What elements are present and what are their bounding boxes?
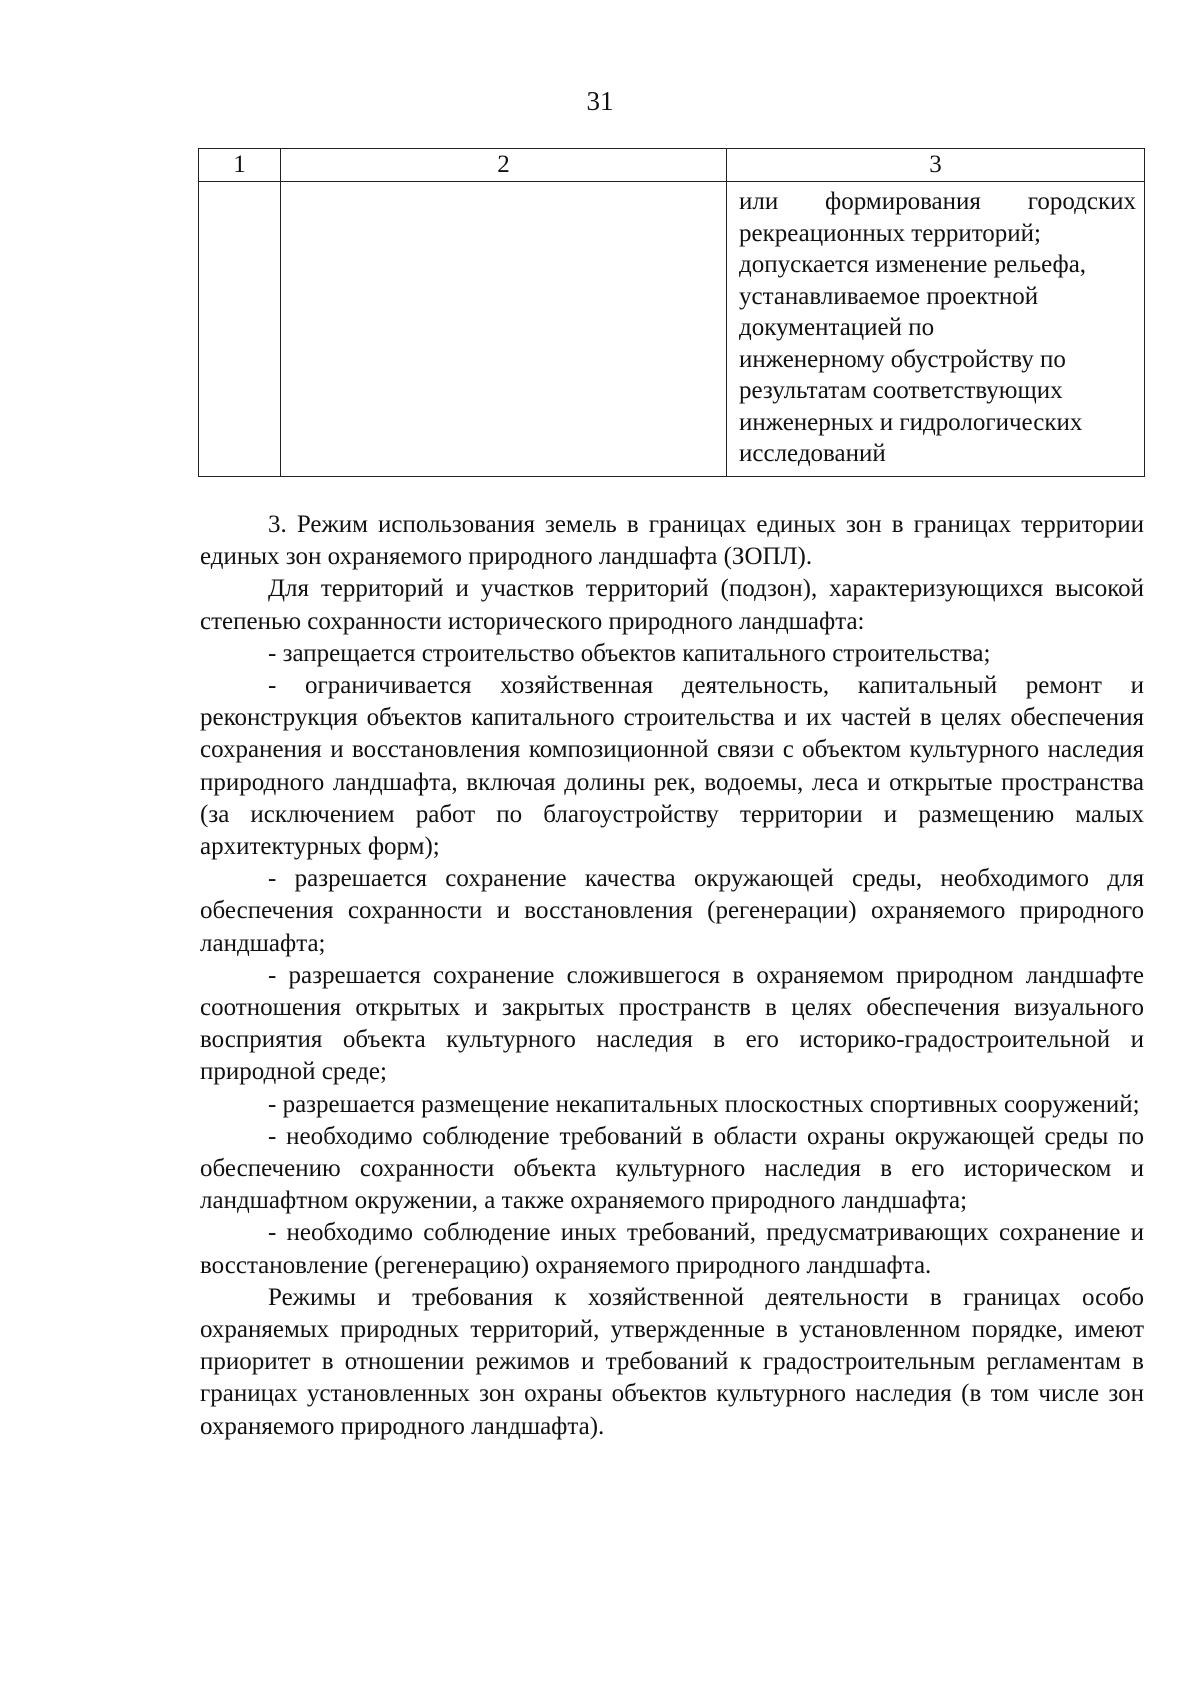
table-cell-line: или формирования городских bbox=[739, 188, 1136, 215]
table-header-cell-3: 3 bbox=[727, 149, 1145, 182]
body-text bbox=[200, 509, 1144, 1443]
table-cell-col2 bbox=[281, 182, 727, 477]
list-item: - запрещается строительство объектов капитального строительства; bbox=[268, 639, 991, 667]
page-number: 31 bbox=[586, 86, 614, 116]
table-cell-col3-text bbox=[727, 182, 1144, 476]
table-cell-line: документацией по bbox=[739, 314, 935, 341]
table-cell-col1 bbox=[199, 182, 281, 477]
table-header-cell-1: 1 bbox=[199, 149, 281, 182]
list-item: - необходимо соблюдение требований в области охраны окружающей среды по обеспечению сохранности объекта культурного наследия в его историческом и ландшафтном окружении, а также охраняемого природного ландшафта; bbox=[200, 1122, 1144, 1215]
table-cell-line: инженерному обустройству по bbox=[739, 345, 1066, 373]
regime-table bbox=[198, 148, 1145, 477]
table-cell-line: устанавливаемое проектной bbox=[739, 282, 1039, 310]
table-cell-col3 bbox=[727, 182, 1145, 477]
list-item: - разрешается сохранение качества окружающей среды, необходимого для обеспечения сохранности и восстановления (регенерации) охраняемого природного ландшафта; bbox=[200, 865, 1144, 957]
list-item: - ограничивается хозяйственная деятельность, капитальный ремонт и реконструкция объектов капитального строительства и их частей в целях обеспечения сохранения и восстановления композиционной связи с объектом культурного наследия природного ландшафта, включая долины рек, водоемы, леса и открытые пространства (за исключением работ по благоустройству территории и размещению малых архитектурных форм); bbox=[200, 672, 1144, 861]
closing-paragraph: Режимы и требования к хозяйственной деятельности в границах особо охраняемых природных территорий, утвержденные в установленном порядке, имеют приоритет в отношении режимов и требований к градостроительным регламентам в границах установленных зон охраны объектов культурного наследия (в том числе зон охраняемого природного ландшафта). bbox=[200, 1283, 1144, 1440]
table-cell-line: допускается изменение рельефа, bbox=[739, 251, 1087, 278]
table-header-cell-2: 2 bbox=[281, 149, 727, 182]
section-heading-paragraph: 3. Режим использования земель в границах единых зон в границах территории единых зон охраняемого природного ландшафта (ЗОПЛ). bbox=[200, 511, 1144, 571]
list-item: - разрешается сохранение сложившегося в охраняемом природном ландшафте соотношения открытых и закрытых пространств в целях обеспечения визуального восприятия объекта культурного наследия в его историко-градостроительной и природной среде; bbox=[200, 961, 1144, 1086]
intro-paragraph: Для территорий и участков территорий (подзон), характеризующихся высокой степенью сохранности исторического природного ландшафта: bbox=[200, 575, 1144, 635]
table-cell-line: исследований bbox=[739, 440, 886, 467]
table-header-row bbox=[199, 149, 1145, 182]
list-item: - необходимо соблюдение иных требований, предусматривающих сохранение и восстановление (регенерацию) охраняемого природного ландшафта. bbox=[200, 1219, 1144, 1279]
table-row bbox=[199, 182, 1145, 477]
list-item: - разрешается размещение некапитальных плоскостных спортивных сооружений; bbox=[268, 1090, 1140, 1118]
table-cell-line: рекреационных территорий; bbox=[739, 219, 1042, 247]
table-cell-line: результатам соответствующих bbox=[739, 377, 1063, 404]
table-cell-line: инженерных и гидрологических bbox=[739, 408, 1083, 436]
